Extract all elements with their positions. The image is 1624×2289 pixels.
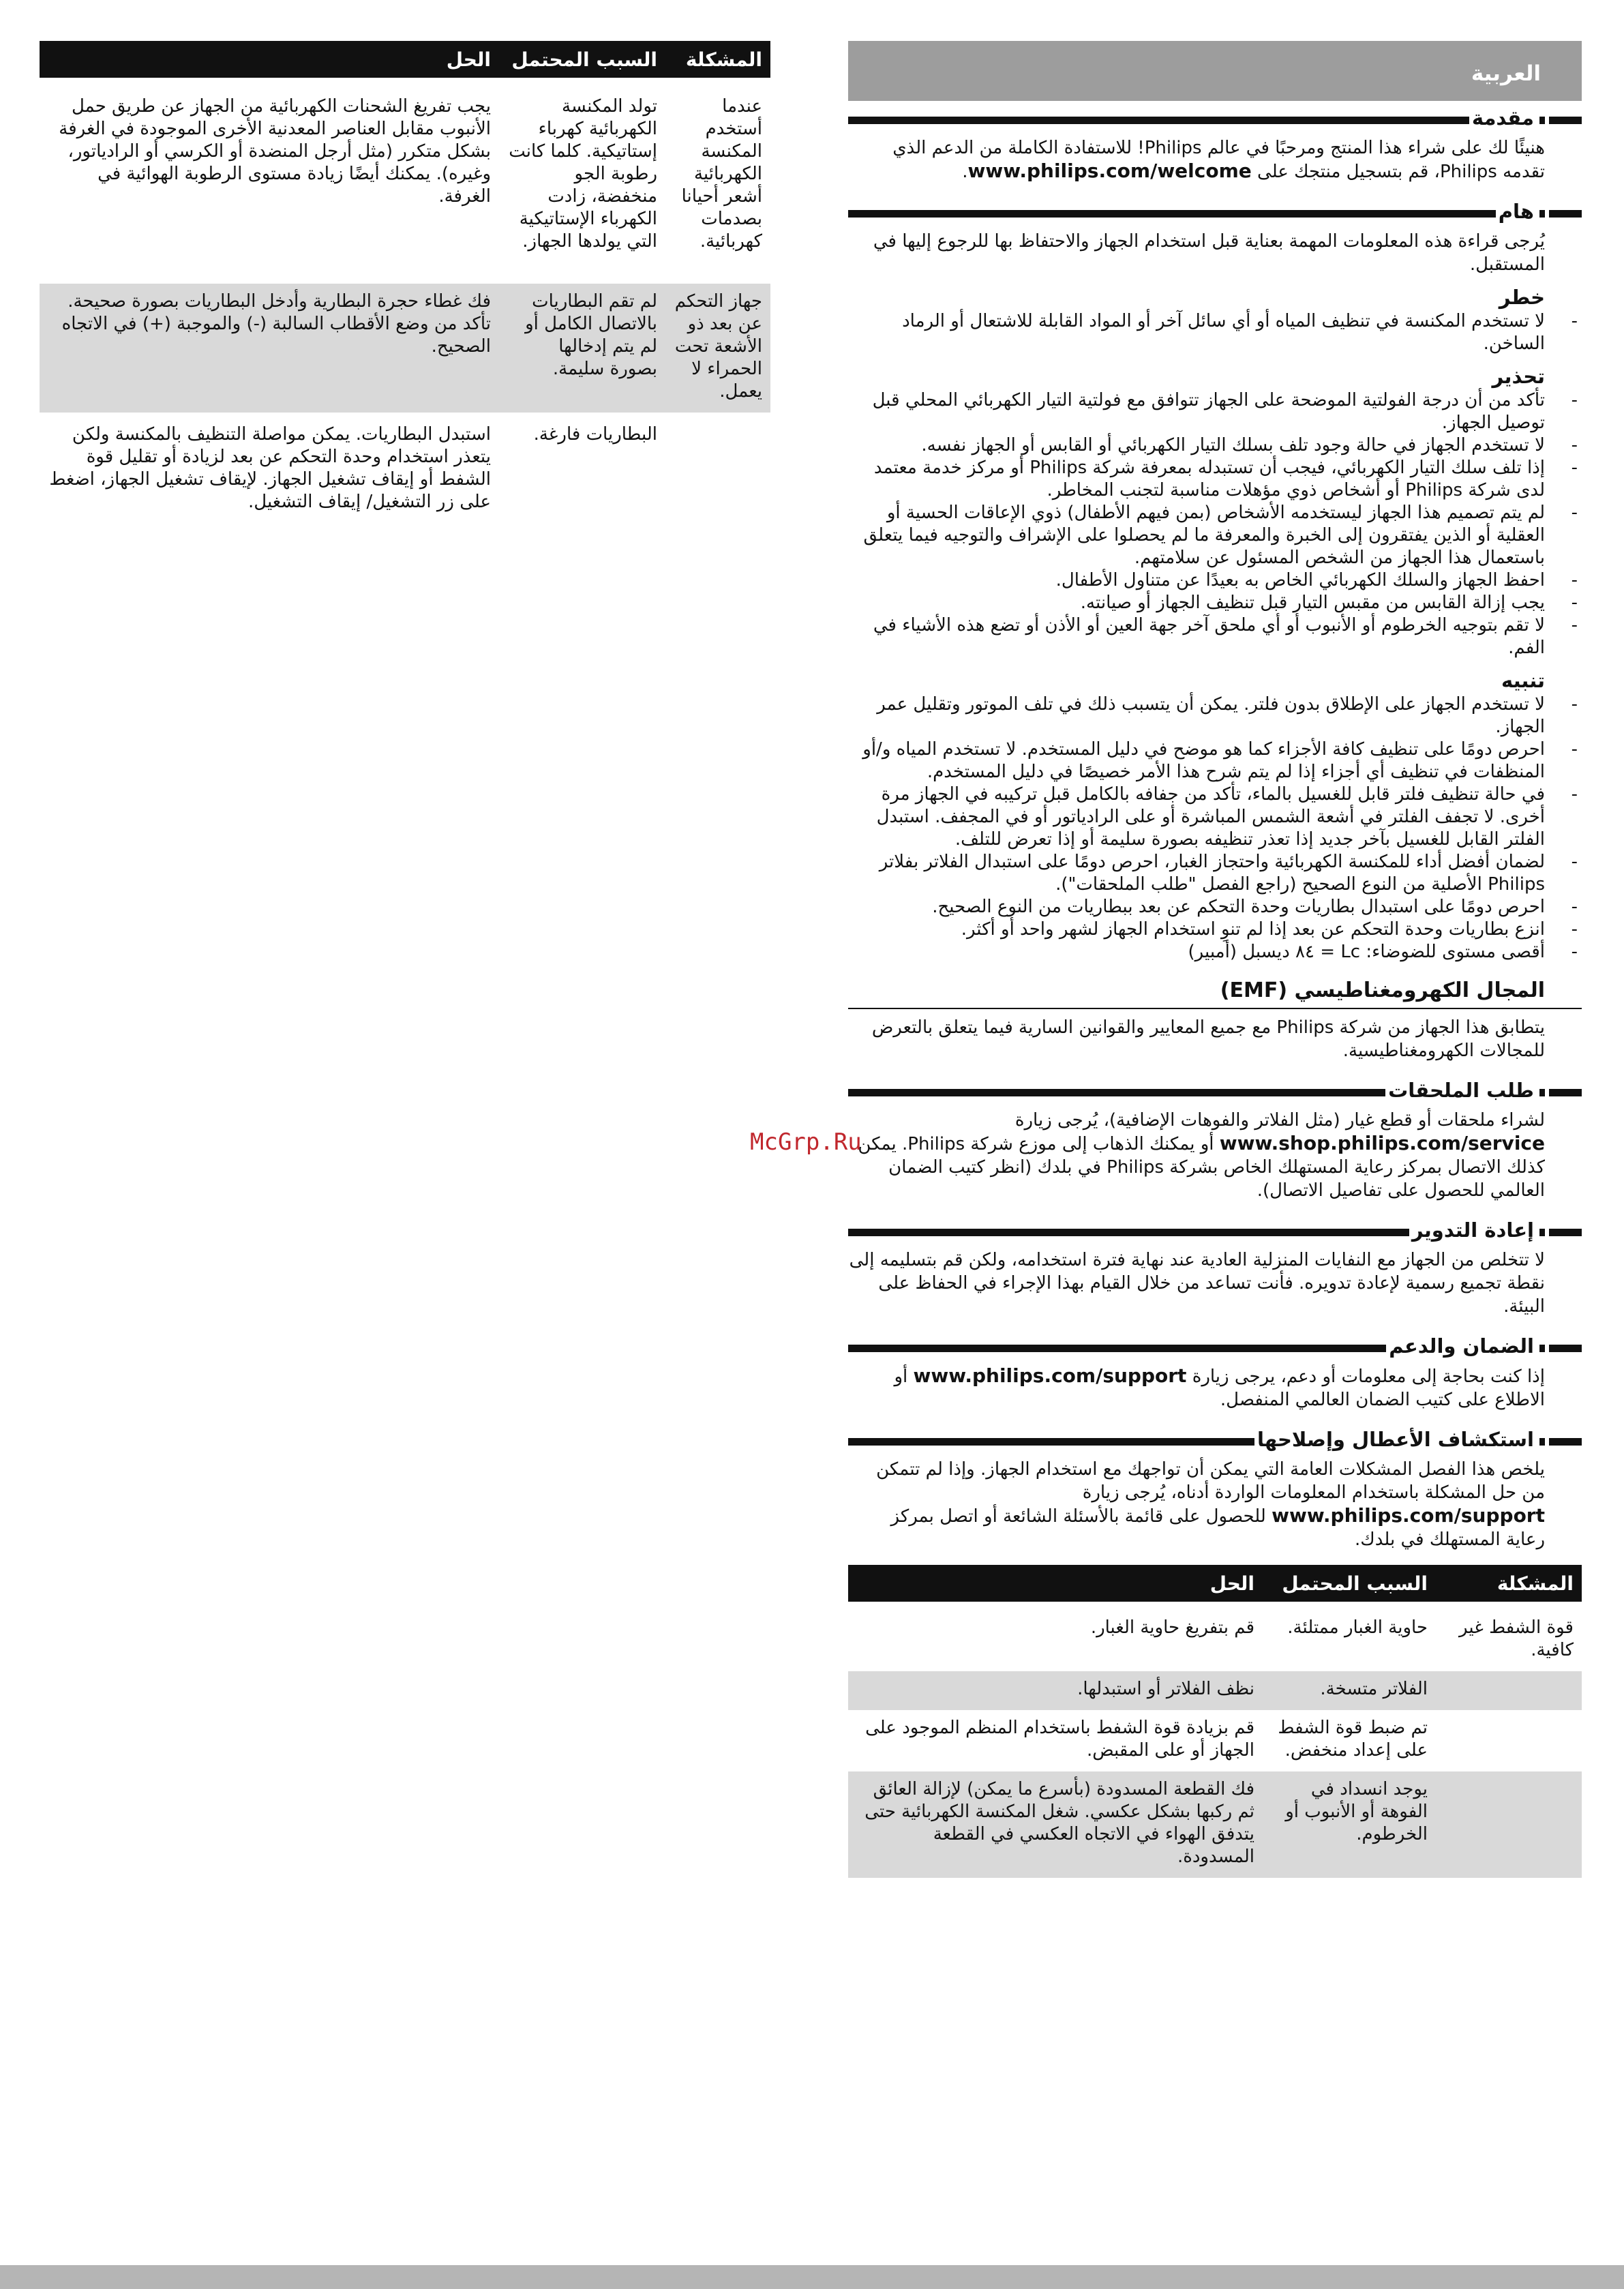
section-heading-important (848, 201, 1582, 224)
list-item: - احرص دومًا على استبدال بطاريات وحدة التحكم عن بعد ببطاريات من النوع الصحيح. (848, 896, 1545, 918)
cell-cause: لم تقم البطاريات بالاتصال الكامل أو لم يتم إدخالها بصورة سليمة. (499, 284, 665, 413)
list-item: - لا تقم بتوجيه الخرطوم أو الأنبوب أو أي ملحق آخر جهة العين أو الأذن أو تضع هذه الأشياء في الفم. (848, 614, 1545, 659)
table-row (848, 1771, 1582, 1878)
bottom-bar (0, 2265, 1624, 2289)
troubleshooting-table-continued (40, 41, 770, 523)
language-box (848, 41, 1582, 101)
cell-problem (1436, 1671, 1582, 1710)
section-heading-accessories (848, 1080, 1582, 1103)
accessories-text (848, 1109, 1582, 1202)
header-problem: المشكلة (665, 41, 770, 78)
table-header-row (40, 41, 770, 78)
header-solution: الحل (848, 1565, 1263, 1602)
emf-text: يتطابق هذا الجهاز من شركة Philips مع جميع المعايير والقوانين السارية فيما يتعلق بالتعرض للمجالات الكهرومغناطيسية. (871, 1017, 1545, 1061)
cell-solution: استبدل البطاريات. يمكن مواصلة التنظيف بالمكنسة ولكن يتعذر استخدام وحدة التحكم عن بعد لزيادة أو تقليل قوة الشفط أو إيقاف تشغيل الجهاز. لإيقاف تشغيل الجهاز، اضغط على زر التشغيل/ إيقاف التشغيل. (49, 424, 491, 512)
table-header-row (848, 1565, 1582, 1602)
table-row (848, 1710, 1582, 1771)
caution-list (848, 693, 1582, 963)
cell-cause: الفلاتر متسخة. (1263, 1671, 1436, 1710)
cell-solution: قم بتفريغ حاوية الغبار. (1090, 1617, 1254, 1638)
table-row (848, 1671, 1582, 1710)
guarantee-text (848, 1364, 1582, 1411)
list-item: - لا تستخدم المكنسة في تنظيف المياه أو أي سائل آخر أو المواد القابلة للاشتعال أو الرماد الساخن. (848, 310, 1545, 355)
right-column (848, 41, 1582, 1878)
divider (848, 1008, 1582, 1009)
welcome-link[interactable]: www.philips.com/welcome (967, 160, 1252, 182)
cell-cause: تولد المكنسة الكهربائية كهرباء إستاتيكية. كلما كانت رطوبة الجو منخفضة، زادت الكهرباء الإستاتيكية التي يولدها الجهاز. (509, 96, 657, 252)
guarantee-text-b: أو الاطلاع على كتيب الضمان العالمي المنفصل. (894, 1366, 1545, 1410)
list-item: - لم يتم تصميم هذا الجهاز ليستخدمه الأشخاص (بمن فيهم الأطفال) ذوي الإعاقات الحسية أو العقلية أو الذين يفتقرون إلى الخبرة والمعرفة ما لم يحصلوا على الإشراف والتوجيه فيما يتعلق باستعمال هذا الجهاز من الشخص المسئول عن سلامتهم. (848, 502, 1545, 569)
shop-link[interactable]: www.shop.philips.com/service (1219, 1132, 1545, 1154)
list-item: - أقصى مستوى للضوضاء: Lc = ٨٤ ديسبل (أمبير) (848, 941, 1545, 963)
heading-label: مقدمة (1469, 106, 1539, 130)
heading-label: إعادة التدوير (1409, 1218, 1539, 1242)
cell-cause: حاوية الغبار ممتلئة. (1287, 1617, 1428, 1638)
troubleshooting-table (848, 1565, 1582, 1878)
header-cause: السبب المحتمل (1263, 1565, 1436, 1602)
cell-problem (1436, 1710, 1582, 1771)
list-item: - لضمان أفضل أداء للمكنسة الكهربائية واحتجاز الغبار، احرص دومًا على استبدال الفلاتر بفلاتر Philips الأصلية من النوع الصحيح (راجع الفصل "طلب الملحقات"). (848, 851, 1545, 896)
cell-cause: تم ضبط قوة الشفط على إعداد منخفض. (1278, 1718, 1428, 1761)
danger-heading: خطر (1499, 286, 1545, 309)
list-item: - يجب إزالة القابس من مقبس التيار قبل تنظيف الجهاز أو صيانته. (848, 592, 1545, 614)
watermark: McGrp.Ru (750, 1128, 862, 1156)
section-heading-recycling (848, 1220, 1582, 1243)
cell-cause: يوجد انسداد في الفوهة أو الأنبوب أو الخرطوم. (1263, 1771, 1436, 1878)
left-column (40, 41, 770, 523)
troubleshooting-text-b: للحصول على قائمة بالأسئلة الشائعة أو اتصل بمركز رعاية المستهلك في بلدك. (890, 1506, 1545, 1550)
list-item: - إذا تلف سلك التيار الكهربائي، فيجب أن تستبدله بمعرفة شركة Philips أو مركز خدمة معتمد لدى شركة Philips أو أشخاص ذوي مؤهلات مناسبة لتجنب المخاطر. (848, 457, 1545, 502)
list-item: - لا تستخدم الجهاز على الإطلاق بدون فلتر. يمكن أن يتسبب ذلك في تلف الموتور وتقليل عمر الجهاز. (848, 693, 1545, 738)
section-heading-emf (848, 978, 1582, 1002)
cell-problem: عندما أستخدم المكنسة الكهربائية أشعر أحيانا بصدمات كهربائية. (681, 96, 762, 252)
language-label: العربية (1471, 61, 1541, 86)
cell-solution: نظف الفلاتر أو استبدلها. (848, 1671, 1263, 1710)
cell-solution: فك غطاء حجرة البطارية وأدخل البطاريات بصورة صحيحة. تأكد من وضع الأقطاب السالبة (-) والموجبة (+) في الاتجاه الصحيح. (40, 284, 499, 413)
list-item: - لا تستخدم الجهاز في حالة وجود تلف بسلك التيار الكهربائي أو القابس أو الجهاز نفسه. (848, 434, 1545, 457)
intro-text-b: . (962, 162, 968, 182)
list-item: - احفظ الجهاز والسلك الكهربائي الخاص به بعيدًا عن متناول الأطفال. (848, 569, 1545, 592)
header-problem: المشكلة (1436, 1565, 1582, 1602)
cell-cause: البطاريات فارغة. (533, 424, 657, 445)
cell-solution: قم بزيادة قوة الشفط باستخدام المنظم الموجود على الجهاز أو على المقبض. (865, 1718, 1254, 1761)
intro-text (848, 136, 1582, 183)
section-heading-guarantee (848, 1336, 1582, 1359)
cell-problem (665, 413, 770, 523)
table-row (40, 284, 770, 413)
caution-heading: تنبيه (1501, 669, 1545, 692)
cell-problem: جهاز التحكم عن بعد ذو الأشعة تحت الحمراء لا يعمل. (665, 284, 770, 413)
recycling-text: لا تتخلص من الجهاز مع النفايات المنزلية العادية عند نهاية فترة استخدامه، ولكن قم بتسليمه إلى نقطة تجميع رسمية لإعادة تدويره. فأنت تساعد من خلال القيام بهذا الإجراء في الحفاظ على البيئة. (849, 1250, 1545, 1317)
heading-label: هام (1496, 200, 1539, 223)
support-link-2[interactable]: www.philips.com/support (1272, 1504, 1545, 1527)
warning-list (848, 389, 1582, 659)
list-item: - في حالة تنظيف فلتر قابل للغسيل بالماء، تأكد من جفافه بالكامل قبل تركيبه في الجهاز مرة أخرى. لا تجفف الفلتر في أشعة الشمس المباشرة أو على الرادياتور أو في المجفف. استبدل الفلتر القابل للغسيل بآخر جديد إذا تعذر تنظيفه بصورة سليمة أو إذا تعرض للتلف. (848, 783, 1545, 851)
list-item: - تأكد من أن درجة الفولتية الموضحة على الجهاز تتوافق مع فولتية التيار الكهربائي المحلي قبل توصيل الجهاز. (848, 389, 1545, 434)
accessories-text-a: لشراء ملحقات أو قطع غيار (مثل الفلاتر والفوهات الإضافية)، يُرجى زيارة (1014, 1110, 1545, 1131)
cell-problem (1436, 1771, 1582, 1878)
cell-solution: فك القطعة المسدودة (بأسرع ما يمكن) لإزالة العائق ثم ركبها بشكل عكسي. شغل المكنسة الكهربائية حتى يتدفق الهواء في الاتجاه العكسي في القطعة المسدودة. (848, 1771, 1263, 1878)
support-link[interactable]: www.philips.com/support (913, 1364, 1187, 1387)
table-row (40, 78, 770, 284)
danger-list (848, 310, 1582, 355)
table-row (40, 413, 770, 523)
cell-solution: يجب تفريغ الشحنات الكهربائية من الجهاز عن طريق حمل الأنبوب مقابل العناصر المعدنية الأخرى الموجودة في الغرفة بشكل متكرر (مثل أرجل المنضدة أو الكرسي أو الرادياتور، وغيره). يمكنك أيضًا زيادة مستوى الرطوبة الهوائية في الغرفة. (59, 96, 491, 207)
troubleshooting-text (848, 1458, 1582, 1551)
accessories-text-b: أو يمكنك الذهاب إلى موزع شركة Philips. يمكن كذلك الاتصال بمركز رعاية المستهلك الخاص بشركة Philips في بلدك (انظر كتيب الضمان العالمي للحصول على تفاصيل الاتصال). (858, 1134, 1545, 1201)
intro-text-a: هنيئًا لك على شراء هذا المنتج ومرحبًا في عالم Philips! للاستفادة الكاملة من الدعم الذي تقدمه Philips، قم بتسجيل منتجك على (892, 138, 1545, 182)
section-heading-troubleshooting (848, 1429, 1582, 1452)
troubleshooting-text-a: يلخص هذا الفصل المشكلات العامة التي يمكن أن تواجهك مع استخدام الجهاز. وإذا لم تتمكن من حل المشكلة باستخدام المعلومات الواردة أدناه، يُرجى زيارة (876, 1459, 1545, 1503)
list-item: - احرص دومًا على تنظيف كافة الأجزاء كما هو موضح في دليل المستخدم. لا تستخدم المياه و/أو المنظفات في تنظيف أي أجزاء إذا لم يتم شرح هذا الأمر خصيصًا في دليل المستخدم. (848, 738, 1545, 783)
header-solution: الحل (40, 41, 499, 78)
section-heading-intro (848, 108, 1582, 131)
important-text: يُرجى قراءة هذه المعلومات المهمة بعناية قبل استخدام الجهاز والاحتفاظ بها للرجوع إليها في المستقبل. (873, 231, 1545, 275)
list-item: - انزع بطاريات وحدة التحكم عن بعد إذا لم تنوِ استخدام الجهاز لشهر واحد أو أكثر. (848, 918, 1545, 941)
heading-label: المجال الكهرومغناطيسي (EMF) (1220, 978, 1545, 1002)
header-cause: السبب المحتمل (499, 41, 665, 78)
cell-problem: قوة الشفط غير كافية. (1459, 1617, 1574, 1660)
table-row (848, 1602, 1582, 1671)
heading-label: طلب الملحقات (1385, 1079, 1539, 1102)
heading-label: استكشاف الأعطال وإصلاحها (1254, 1428, 1539, 1451)
guarantee-text-a: إذا كنت بحاجة إلى معلومات أو دعم، يرجى زيارة (1186, 1366, 1545, 1387)
warning-heading: تحذير (1492, 365, 1545, 388)
heading-label: الضمان والدعم (1386, 1334, 1539, 1358)
